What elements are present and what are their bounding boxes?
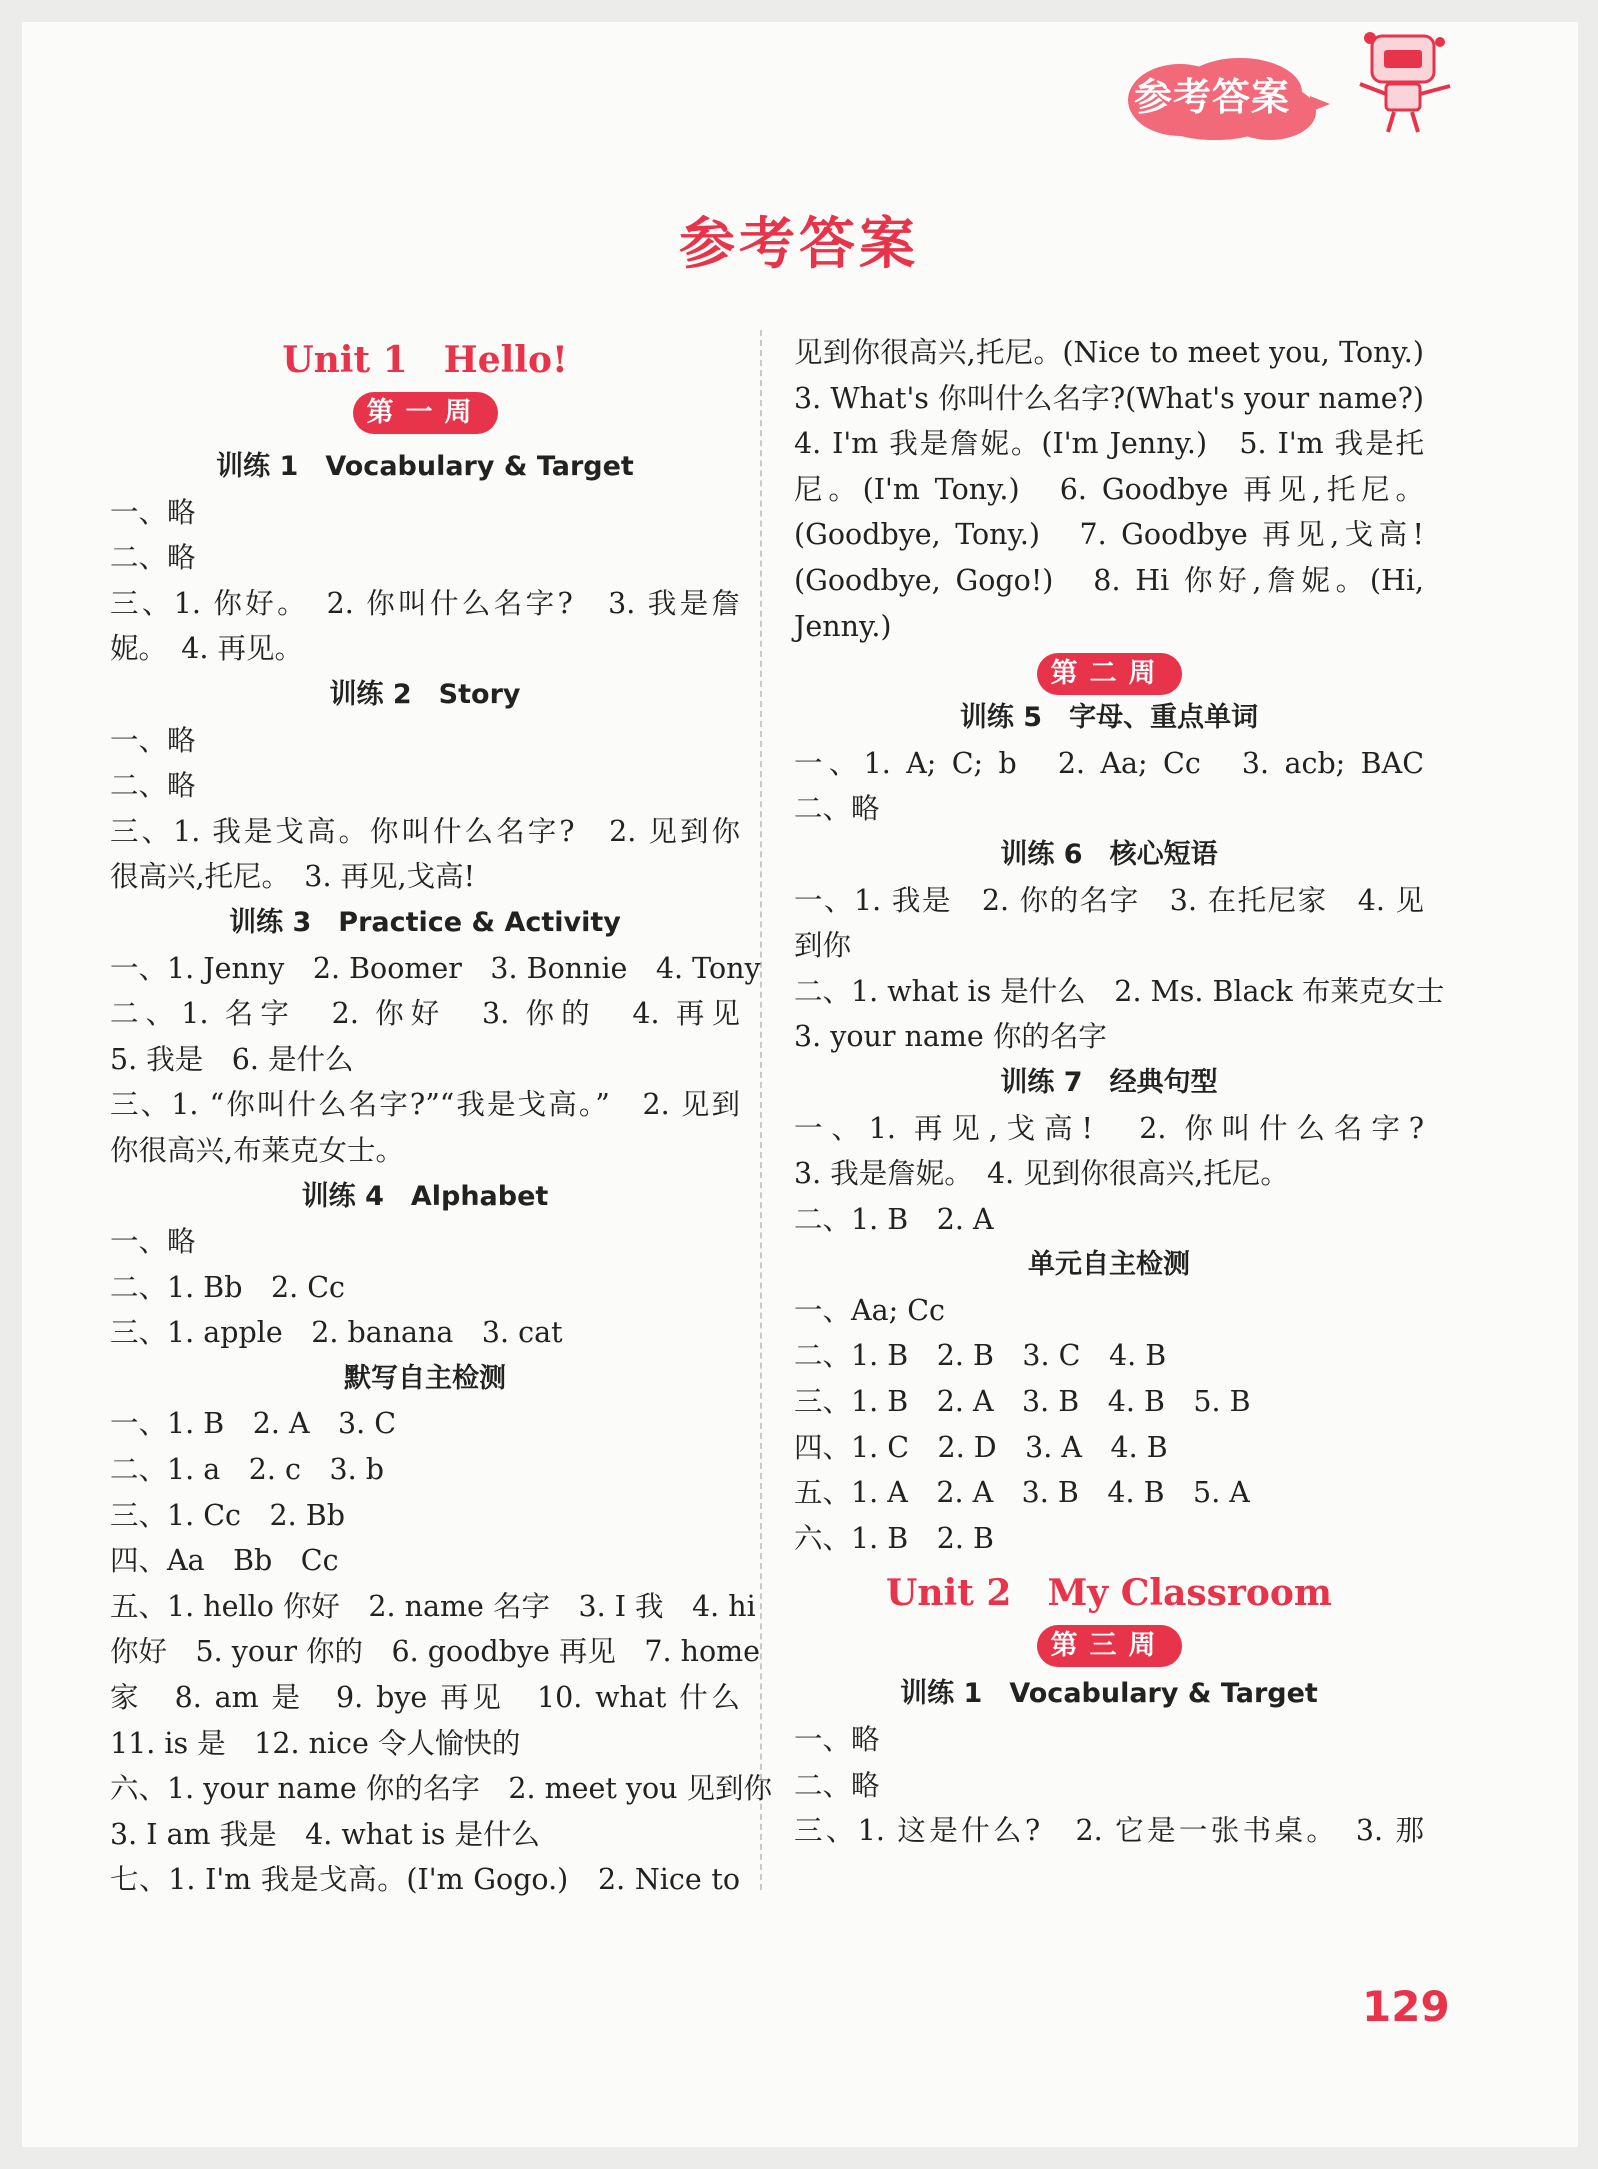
answer-line: 七、1. I'm 我是戈高。(I'm Gogo.) 2. Nice to bbox=[110, 1863, 740, 1897]
answer-line: 二、1. what is 是什么 2. Ms. Black 布莱克女士 bbox=[794, 974, 1445, 1008]
week-badge: 第二周 bbox=[1037, 653, 1182, 695]
answer-line: (Goodbye, Gogo!) 8. Hi 你好,詹妮。(Hi, bbox=[794, 563, 1424, 597]
answer-line: 一、1. Jenny 2. Boomer 3. Bonnie 4. Tony bbox=[110, 951, 761, 985]
answer-line: 很高兴,托尼。 3. 再见,戈高! bbox=[110, 860, 476, 894]
answer-line: 3. your name 你的名字 bbox=[794, 1020, 1107, 1054]
answer-line: 二、1. Bb 2. Cc bbox=[110, 1270, 345, 1304]
answer-line: 一、1. 我是 2. 你的名字 3. 在托尼家 4. 见 bbox=[794, 883, 1424, 917]
answer-line: 二、1. a 2. c 3. b bbox=[110, 1453, 384, 1487]
column-divider bbox=[760, 330, 762, 1890]
answer-line: 二、略 bbox=[110, 541, 196, 575]
page-title: 参考答案 bbox=[679, 212, 919, 277]
answer-line: 一、略 bbox=[110, 723, 196, 757]
answer-line: 一、1. A; C; b 2. Aa; Cc 3. acb; BAC bbox=[794, 746, 1424, 780]
section-heading: 训练 2 Story bbox=[329, 678, 521, 710]
section-heading: 训练 1 Vocabulary & Target bbox=[216, 451, 634, 482]
answer-line: 三、1. 你好。 2. 你叫什么名字? 3. 我是詹 bbox=[110, 586, 740, 620]
answer-line: 二、1. B 2. B 3. C 4. B bbox=[794, 1339, 1167, 1373]
answer-line: 四、Aa Bb Cc bbox=[110, 1544, 339, 1578]
answer-line: 三、1. Cc 2. Bb bbox=[110, 1498, 345, 1532]
section-heading: 训练 5 字母、重点单词 bbox=[959, 702, 1259, 734]
answer-line: 11. is 是 12. nice 令人愉快的 bbox=[110, 1726, 521, 1760]
answer-line: 你很高兴,布莱克女士。 bbox=[110, 1133, 405, 1167]
answer-line: 你好 5. your 你的 6. goodbye 再见 7. home bbox=[110, 1635, 761, 1669]
week-badge: 第三周 bbox=[1037, 1625, 1182, 1667]
answer-line: 三、1. apple 2. banana 3. cat bbox=[110, 1316, 563, 1350]
answer-line: 一、Aa; Cc bbox=[794, 1293, 946, 1327]
answer-line: 三、1. 这是什么? 2. 它是一张书桌。 3. 那 bbox=[794, 1814, 1424, 1848]
answer-line: 一、1. B 2. A 3. C bbox=[110, 1407, 397, 1441]
answer-line: 一、略 bbox=[794, 1723, 880, 1757]
answer-line: 六、1. B 2. B bbox=[794, 1521, 994, 1555]
answer-line: 二、略 bbox=[110, 769, 196, 803]
answer-line: 一、1. 再见,戈高! 2. 你叫什么名字? bbox=[794, 1111, 1424, 1145]
section-heading: 训练 7 经典句型 bbox=[1000, 1066, 1218, 1098]
answer-line: 二、1. 名字 2. 你好 3. 你的 4. 再见 bbox=[110, 997, 740, 1031]
answer-line: 见到你很高兴,托尼。(Nice to meet you, Tony.) bbox=[794, 336, 1424, 369]
answer-line: 三、1. 我是戈高。你叫什么名字? 2. 见到你 bbox=[110, 814, 740, 848]
section-heading: 训练 3 Practice & Activity bbox=[229, 906, 621, 938]
badge-label: 参考答案 bbox=[1134, 75, 1291, 119]
answer-line: 五、1. hello 你好 2. name 名字 3. I 我 4. hi bbox=[110, 1589, 756, 1623]
answer-line: 5. 我是 6. 是什么 bbox=[110, 1042, 354, 1076]
answer-line: 到你 bbox=[794, 929, 852, 963]
unit-heading: Unit 1 Hello! bbox=[282, 339, 568, 381]
answer-line: 3. I am 我是 4. what is 是什么 bbox=[110, 1817, 540, 1851]
section-heading: 训练 4 Alphabet bbox=[301, 1180, 549, 1212]
answer-line: Jenny.) bbox=[794, 609, 892, 643]
answer-line: 一、略 bbox=[110, 1225, 196, 1259]
answer-line: 尼。(I'm Tony.) 6. Goodbye 再见,托尼。 bbox=[794, 472, 1424, 506]
answer-line: 四、1. C 2. D 3. A 4. B bbox=[794, 1430, 1168, 1464]
section-heading: 训练 1 Vocabulary & Target bbox=[900, 1678, 1318, 1710]
answer-line: 3. 我是詹妮。 4. 见到你很高兴,托尼。 bbox=[794, 1157, 1289, 1191]
section-heading: 单元自主检测 bbox=[1028, 1249, 1190, 1281]
answer-line: 4. I'm 我是詹妮。(I'm Jenny.) 5. I'm 我是托 bbox=[794, 427, 1424, 461]
answer-line: 三、1. B 2. A 3. B 4. B 5. B bbox=[794, 1385, 1251, 1419]
answer-line: 六、1. your name 你的名字 2. meet you 见到你 bbox=[110, 1772, 773, 1806]
answer-line: 一、略 bbox=[110, 495, 196, 529]
answer-line: 3. What's 你叫什么名字?(What's your name?) bbox=[794, 381, 1424, 415]
answer-line: 二、略 bbox=[794, 1768, 880, 1802]
answer-line: 三、1. “你叫什么名字?”“我是戈高。” 2. 见到 bbox=[110, 1088, 740, 1122]
answer-line: 妮。 4. 再见。 bbox=[110, 632, 304, 666]
left-column bbox=[110, 328, 773, 1903]
week-badge: 第一周 bbox=[353, 392, 498, 434]
robot-mascot-icon bbox=[1350, 28, 1462, 138]
section-heading: 训练 6 核心短语 bbox=[1000, 838, 1218, 870]
page-number: 129 bbox=[1362, 1982, 1450, 2031]
unit-heading: Unit 2 My Classroom bbox=[885, 1572, 1333, 1615]
answer-line: 二、1. B 2. A bbox=[794, 1202, 994, 1236]
answer-line: 五、1. A 2. A 3. B 4. B 5. A bbox=[794, 1476, 1250, 1510]
answer-line: (Goodbye, Tony.) 7. Goodbye 再见,戈高! bbox=[794, 518, 1424, 552]
section-heading: 默写自主检测 bbox=[344, 1362, 506, 1394]
right-column bbox=[794, 330, 1445, 1854]
answer-line: 家 8. am 是 9. bye 再见 10. what 什么 bbox=[110, 1681, 740, 1715]
answer-line: 二、略 bbox=[794, 792, 880, 826]
